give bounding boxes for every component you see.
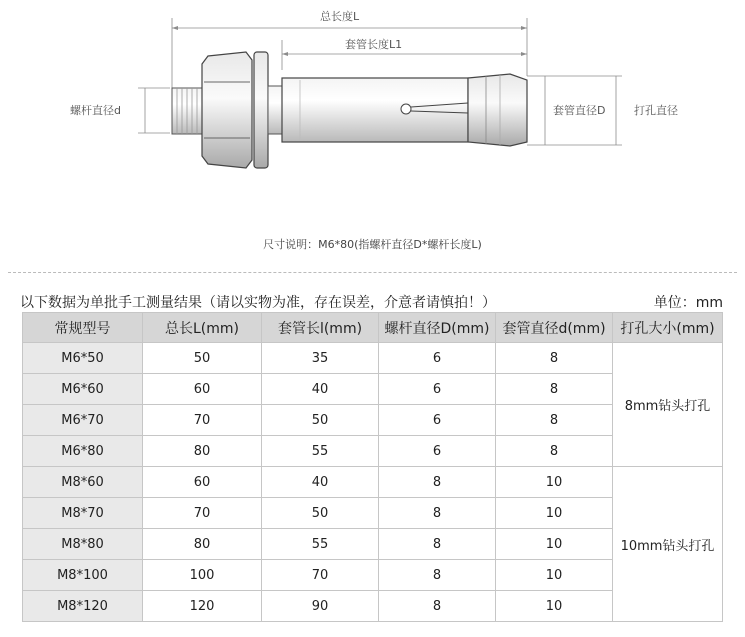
drill-diameter-label: 打孔直径 [634,104,678,117]
cell-sleeve-diameter: 8 [496,405,613,436]
cell-sleeve-diameter: 8 [496,343,613,374]
dashed-divider [8,272,737,273]
cell-bolt-diameter: 6 [379,374,496,405]
cell-bolt-diameter: 8 [379,498,496,529]
cell-total-length: 70 [143,498,262,529]
cell-sleeve-length: 35 [262,343,379,374]
cell-sleeve-length: 50 [262,498,379,529]
cell-sleeve-length: 90 [262,591,379,622]
cell-bolt-diameter: 6 [379,436,496,467]
sleeve-length-label: 套管长度L1 [345,38,403,51]
cell-bolt-diameter: 8 [379,467,496,498]
cell-sleeve-length: 40 [262,467,379,498]
cell-sleeve-diameter: 10 [496,529,613,560]
bolt-diameter-label: 螺杆直径d [70,104,121,117]
cell-sleeve-diameter: 10 [496,467,613,498]
cell-sleeve-length: 50 [262,405,379,436]
cell-sleeve-diameter: 8 [496,436,613,467]
table-row [23,467,723,498]
cell-sleeve-length: 40 [262,374,379,405]
table-header-row [23,313,723,343]
cell-total-length: 60 [143,467,262,498]
dimension-caption: 尺寸说明：M6*80(指螺杆直径D*螺杆长度L) [263,238,482,251]
cell-model: M6*80 [23,436,143,467]
cell-bolt-diameter: 6 [379,343,496,374]
col-header-model: 常规型号 [23,313,143,343]
cell-sleeve-length: 70 [262,560,379,591]
cell-model: M8*70 [23,498,143,529]
cell-drill-size: 8mm钻头打孔 [613,343,723,467]
cell-total-length: 120 [143,591,262,622]
table-row [23,343,723,374]
cell-model: M8*60 [23,467,143,498]
cell-total-length: 100 [143,560,262,591]
total-length-label: 总长度L [320,10,360,23]
cell-sleeve-length: 55 [262,436,379,467]
cell-drill-size: 10mm钻头打孔 [613,467,723,622]
col-header-sleeve-length: 套管长l(mm) [262,313,379,343]
cell-total-length: 70 [143,405,262,436]
cell-sleeve-diameter: 8 [496,374,613,405]
cell-total-length: 80 [143,436,262,467]
cell-model: M6*60 [23,374,143,405]
cell-model: M8*100 [23,560,143,591]
col-header-sleeve-diameter: 套管直径d(mm) [496,313,613,343]
cell-sleeve-diameter: 10 [496,498,613,529]
cell-bolt-diameter: 6 [379,405,496,436]
cell-bolt-diameter: 8 [379,591,496,622]
unit-label: 单位：mm [653,295,723,311]
measurement-note: 以下数据为单批手工测量结果（请以实物为准，存在误差，介意者请慎拍！） [20,295,496,311]
col-header-total-length: 总长L(mm) [143,313,262,343]
cell-total-length: 60 [143,374,262,405]
col-header-drill-size: 打孔大小(mm) [613,313,723,343]
cell-total-length: 50 [143,343,262,374]
spec-table [22,312,723,622]
cell-total-length: 80 [143,529,262,560]
cell-model: M6*70 [23,405,143,436]
cell-sleeve-length: 55 [262,529,379,560]
cell-bolt-diameter: 8 [379,529,496,560]
cell-sleeve-diameter: 10 [496,560,613,591]
cell-model: M6*50 [23,343,143,374]
col-header-bolt-diameter: 螺杆直径D(mm) [379,313,496,343]
sleeve-diameter-label: 套管直径D [553,104,606,117]
cell-bolt-diameter: 8 [379,560,496,591]
cell-sleeve-diameter: 10 [496,591,613,622]
cell-model: M8*120 [23,591,143,622]
cell-model: M8*80 [23,529,143,560]
